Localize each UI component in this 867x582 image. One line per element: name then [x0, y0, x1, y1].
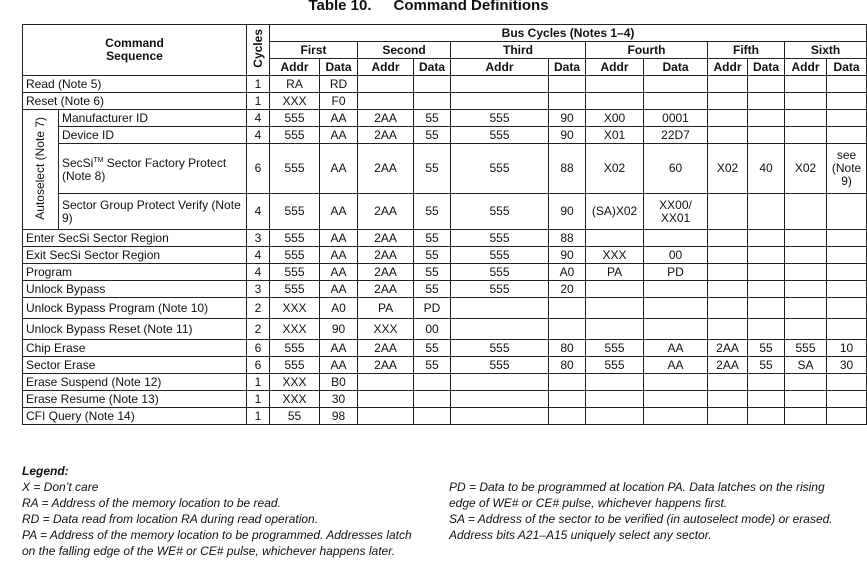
- table-row: [23, 194, 867, 230]
- bus-cell: 20: [549, 281, 586, 298]
- legend-rd: RD = Data read from location RA during read operation.: [22, 512, 319, 526]
- bus-cell: 22D7: [644, 127, 708, 144]
- command-name: Read (Note 5): [23, 76, 247, 93]
- bus-cell: [785, 319, 827, 340]
- bus-cell: 2AA: [358, 194, 414, 230]
- bus-cell: 555: [270, 110, 320, 127]
- bus-cell: [708, 230, 748, 247]
- bus-cell: 2AA: [358, 340, 414, 357]
- bus-cell: [827, 76, 867, 93]
- bus-cell: [827, 374, 867, 391]
- cycles-cell: 4: [247, 127, 270, 144]
- bus-cell: AA: [320, 264, 358, 281]
- bus-cell: 555: [270, 264, 320, 281]
- bus-cell: AA: [320, 194, 358, 230]
- bus-cell: [414, 76, 451, 93]
- bus-cell: 40: [748, 144, 785, 194]
- data-header: Data: [414, 59, 451, 76]
- autoselect-group-label: [23, 110, 59, 230]
- bus-cell: B0: [320, 374, 358, 391]
- bus-cell: 555: [270, 247, 320, 264]
- bus-cell: AA: [320, 230, 358, 247]
- bus-cell: 55: [414, 194, 451, 230]
- sixth-header: Sixth: [785, 42, 867, 59]
- bus-cell: 80: [549, 357, 586, 374]
- bus-cell: 55: [414, 144, 451, 194]
- bus-cell: [785, 298, 827, 319]
- bus-cell: PA: [586, 264, 644, 281]
- command-name: Erase Resume (Note 13): [23, 391, 247, 408]
- bus-cell: 55: [748, 357, 785, 374]
- bus-cell: see (Note 9): [827, 144, 867, 194]
- bus-cell: [586, 298, 644, 319]
- fifth-header: Fifth: [708, 42, 785, 59]
- bus-cell: [785, 281, 827, 298]
- bus-cell: [549, 298, 586, 319]
- bus-cell: [827, 110, 867, 127]
- bus-cell: [748, 110, 785, 127]
- table-row: [23, 93, 867, 110]
- bus-cell: 555: [451, 144, 549, 194]
- bus-cell: [748, 230, 785, 247]
- bus-cell: [748, 408, 785, 425]
- bus-cell: [549, 76, 586, 93]
- command-name: Unlock Bypass Reset (Note 11): [23, 319, 247, 340]
- data-header: Data: [827, 59, 867, 76]
- command-name: [59, 144, 247, 194]
- data-header: Data: [320, 59, 358, 76]
- bus-cell: [708, 298, 748, 319]
- bus-cell: RD: [320, 76, 358, 93]
- bus-cell: 55: [270, 408, 320, 425]
- bus-cell: XXX: [270, 391, 320, 408]
- bus-cell: 555: [586, 340, 644, 357]
- addr-header: Addr: [586, 59, 644, 76]
- bus-cell: [586, 230, 644, 247]
- bus-cell: [451, 76, 549, 93]
- bus-cell: [549, 374, 586, 391]
- bus-cell: [748, 247, 785, 264]
- bus-cell: 2AA: [358, 110, 414, 127]
- bus-cell: [451, 374, 549, 391]
- bus-cell: [644, 408, 708, 425]
- bus-cell: [586, 281, 644, 298]
- bus-cell: [451, 93, 549, 110]
- cycles-cell: 6: [247, 357, 270, 374]
- bus-cell: [827, 127, 867, 144]
- bus-cell: [748, 319, 785, 340]
- legend-sa: SA = Address of the sector to be verified (in autoselect mode) or erased. Address bits A21–A15 uniquely select any sector.: [449, 512, 833, 542]
- legend-pa: PA = Address of the memory location to be programmed. Addresses latch on the falling edge of the WE# or CE# pulse, whichever happens later.: [22, 528, 412, 558]
- bus-cell: [827, 298, 867, 319]
- bus-cell: [708, 93, 748, 110]
- bus-cell: 555: [451, 357, 549, 374]
- bus-cell: [827, 247, 867, 264]
- bus-cell: [644, 93, 708, 110]
- bus-cell: [414, 408, 451, 425]
- bus-cell: AA: [320, 357, 358, 374]
- table-row: [23, 374, 867, 391]
- bus-cell: [827, 408, 867, 425]
- command-sequence-header: Command Sequence: [23, 25, 247, 76]
- bus-cell: 55: [748, 340, 785, 357]
- cycles-header: [247, 25, 270, 76]
- table-row: [23, 247, 867, 264]
- table-row: [23, 298, 867, 319]
- table-row: [23, 281, 867, 298]
- cycles-cell: 3: [247, 281, 270, 298]
- bus-cell: 555: [270, 281, 320, 298]
- bus-cell: 2AA: [358, 230, 414, 247]
- bus-cell: [708, 374, 748, 391]
- bus-cell: XXX: [270, 319, 320, 340]
- bus-cell: 555: [270, 144, 320, 194]
- bus-cell: 2AA: [358, 281, 414, 298]
- legend-ra: RA = Address of the memory location to be read.: [22, 496, 281, 510]
- cycles-cell: 6: [247, 144, 270, 194]
- table-row: [23, 391, 867, 408]
- bus-cell: [708, 127, 748, 144]
- bus-cycles-header: Bus Cycles (Notes 1–4): [270, 25, 867, 42]
- bus-cell: 00: [414, 319, 451, 340]
- bus-cell: 88: [549, 230, 586, 247]
- cycles-cell: 4: [247, 247, 270, 264]
- cycles-cell: 1: [247, 391, 270, 408]
- command-name: Sector Erase: [23, 357, 247, 374]
- bus-cell: 90: [549, 194, 586, 230]
- command-name: Program: [23, 264, 247, 281]
- autoselect-label-text: Autoselect (Note 7): [33, 116, 47, 220]
- addr-header: Addr: [358, 59, 414, 76]
- bus-cell: [785, 230, 827, 247]
- bus-cell: 60: [644, 144, 708, 194]
- bus-cell: [785, 391, 827, 408]
- bus-cell: [748, 391, 785, 408]
- bus-cell: AA: [644, 357, 708, 374]
- bus-cell: 90: [320, 319, 358, 340]
- bus-cell: AA: [644, 340, 708, 357]
- bus-cell: [644, 230, 708, 247]
- bus-cell: F0: [320, 93, 358, 110]
- bus-cell: [708, 281, 748, 298]
- legend-pd: PD = Data to be programmed at location PA. Data latches on the rising edge of WE# or CE# pulse, whichever happens first.: [449, 480, 825, 510]
- bus-cell: [586, 391, 644, 408]
- bus-cell: 55: [414, 340, 451, 357]
- bus-cell: [358, 408, 414, 425]
- command-name: Erase Suspend (Note 12): [23, 374, 247, 391]
- command-definitions-table: [22, 24, 867, 425]
- bus-cell: [785, 110, 827, 127]
- bus-cell: 555: [451, 247, 549, 264]
- table-number: Table 10.: [308, 0, 372, 14]
- second-header: Second: [358, 42, 451, 59]
- cycles-cell: 2: [247, 298, 270, 319]
- bus-cell: 2AA: [358, 127, 414, 144]
- command-name-part: Sector Factory Protect (Note 8): [62, 156, 227, 183]
- bus-cell: 2AA: [358, 144, 414, 194]
- bus-cell: PD: [644, 264, 708, 281]
- bus-cell: [586, 93, 644, 110]
- bus-cell: 555: [451, 110, 549, 127]
- cycles-cell: 6: [247, 340, 270, 357]
- bus-cell: 2AA: [708, 340, 748, 357]
- bus-cell: [644, 319, 708, 340]
- bus-cell: 555: [270, 194, 320, 230]
- bus-cell: 55: [414, 247, 451, 264]
- bus-cell: AA: [320, 110, 358, 127]
- table-row: [23, 319, 867, 340]
- bus-cell: [785, 76, 827, 93]
- bus-cell: [549, 93, 586, 110]
- bus-cell: PA: [358, 298, 414, 319]
- bus-cell: [451, 298, 549, 319]
- cycles-cell: 1: [247, 408, 270, 425]
- bus-cell: [358, 93, 414, 110]
- table-row: [23, 76, 867, 93]
- command-name: Reset (Note 6): [23, 93, 247, 110]
- bus-cell: [708, 391, 748, 408]
- bus-cell: [644, 374, 708, 391]
- bus-cell: 2AA: [358, 264, 414, 281]
- command-name: Manufacturer ID: [59, 110, 247, 127]
- bus-cell: 90: [549, 247, 586, 264]
- bus-cell: [708, 110, 748, 127]
- table-row: [23, 357, 867, 374]
- addr-header: Addr: [785, 59, 827, 76]
- bus-cell: AA: [320, 340, 358, 357]
- bus-cell: [586, 408, 644, 425]
- bus-cell: 555: [451, 230, 549, 247]
- bus-cell: 555: [785, 340, 827, 357]
- bus-cell: 90: [549, 127, 586, 144]
- bus-cell: [549, 391, 586, 408]
- data-header: Data: [549, 59, 586, 76]
- bus-cell: 555: [451, 264, 549, 281]
- legend-x: X = Don’t care: [22, 480, 99, 494]
- command-name: Exit SecSi Sector Region: [23, 247, 247, 264]
- bus-cell: [748, 374, 785, 391]
- bus-cell: 90: [549, 110, 586, 127]
- bus-cell: XXX: [586, 247, 644, 264]
- bus-cell: [414, 374, 451, 391]
- bus-cell: 10: [827, 340, 867, 357]
- cycles-cell: 1: [247, 76, 270, 93]
- bus-cell: [748, 76, 785, 93]
- cycles-cell: 4: [247, 264, 270, 281]
- bus-cell: [358, 391, 414, 408]
- bus-cell: 00: [644, 247, 708, 264]
- addr-header: Addr: [708, 59, 748, 76]
- bus-cell: XXX: [270, 374, 320, 391]
- table-row: [23, 340, 867, 357]
- command-name: CFI Query (Note 14): [23, 408, 247, 425]
- bus-cell: [748, 127, 785, 144]
- first-header: First: [270, 42, 358, 59]
- bus-cell: X00: [586, 110, 644, 127]
- command-name: Unlock Bypass: [23, 281, 247, 298]
- data-header: Data: [748, 59, 785, 76]
- bus-cell: 555: [270, 127, 320, 144]
- table-title: [0, 0, 857, 14]
- addr-header: Addr: [451, 59, 549, 76]
- bus-cell: [708, 194, 748, 230]
- bus-cell: [827, 319, 867, 340]
- bus-cell: XXX: [270, 93, 320, 110]
- bus-cell: X02: [708, 144, 748, 194]
- bus-cell: [451, 391, 549, 408]
- bus-cell: [785, 264, 827, 281]
- third-header: Third: [451, 42, 586, 59]
- cycles-cell: 3: [247, 230, 270, 247]
- bus-cell: [748, 93, 785, 110]
- bus-cell: X02: [785, 144, 827, 194]
- bus-cell: [827, 281, 867, 298]
- bus-cell: 555: [451, 127, 549, 144]
- bus-cell: [644, 281, 708, 298]
- bus-cell: XXX: [358, 319, 414, 340]
- bus-cell: 30: [827, 357, 867, 374]
- bus-cell: 2AA: [358, 357, 414, 374]
- bus-cell: [708, 76, 748, 93]
- fourth-header: Fourth: [586, 42, 708, 59]
- bus-cell: [451, 408, 549, 425]
- bus-cell: [708, 247, 748, 264]
- bus-cell: 2AA: [708, 357, 748, 374]
- bus-cell: [748, 281, 785, 298]
- command-name: Chip Erase: [23, 340, 247, 357]
- bus-cell: [708, 264, 748, 281]
- bus-cell: 55: [414, 264, 451, 281]
- bus-cell: [708, 319, 748, 340]
- table-name: Command Definitions: [393, 0, 549, 14]
- bus-cell: 55: [414, 110, 451, 127]
- bus-cell: 2AA: [358, 247, 414, 264]
- cycles-cell: 1: [247, 374, 270, 391]
- bus-cell: [549, 319, 586, 340]
- bus-cell: 98: [320, 408, 358, 425]
- bus-cell: [414, 93, 451, 110]
- trademark-mark: TM: [93, 157, 104, 164]
- command-name: Enter SecSi Sector Region: [23, 230, 247, 247]
- bus-cell: [586, 319, 644, 340]
- bus-cell: [827, 230, 867, 247]
- table-row: [23, 230, 867, 247]
- bus-cell: XX00/ XX01: [644, 194, 708, 230]
- bus-cell: PD: [414, 298, 451, 319]
- bus-cell: 555: [586, 357, 644, 374]
- bus-cell: AA: [320, 247, 358, 264]
- bus-cell: A0: [549, 264, 586, 281]
- bus-cell: [785, 247, 827, 264]
- legend-left: [22, 463, 422, 559]
- bus-cell: [414, 391, 451, 408]
- bus-cell: [586, 374, 644, 391]
- bus-cell: 0001: [644, 110, 708, 127]
- bus-cell: 555: [270, 230, 320, 247]
- table-row: [23, 110, 867, 127]
- bus-cell: [586, 76, 644, 93]
- data-header: Data: [644, 59, 708, 76]
- bus-cell: [827, 93, 867, 110]
- bus-cell: [785, 374, 827, 391]
- bus-cell: 55: [414, 281, 451, 298]
- bus-cell: AA: [320, 144, 358, 194]
- table-row: [23, 144, 867, 194]
- bus-cell: 80: [549, 340, 586, 357]
- bus-cell: [827, 264, 867, 281]
- bus-cell: RA: [270, 76, 320, 93]
- command-name-part: SecSi: [62, 156, 94, 170]
- bus-cell: [785, 408, 827, 425]
- addr-header: Addr: [270, 59, 320, 76]
- bus-cell: AA: [320, 127, 358, 144]
- bus-cell: 555: [270, 340, 320, 357]
- bus-cell: [358, 374, 414, 391]
- bus-cell: SA: [785, 357, 827, 374]
- cycles-cell: 4: [247, 110, 270, 127]
- cycles-cell: 1: [247, 93, 270, 110]
- table-row: [23, 264, 867, 281]
- cycles-cell: 2: [247, 319, 270, 340]
- bus-cell: 555: [270, 357, 320, 374]
- bus-cell: [708, 408, 748, 425]
- bus-cell: [748, 194, 785, 230]
- bus-cell: [451, 319, 549, 340]
- bus-cell: [827, 194, 867, 230]
- bus-cell: 55: [414, 357, 451, 374]
- bus-cell: A0: [320, 298, 358, 319]
- bus-cell: 88: [549, 144, 586, 194]
- bus-cell: 30: [320, 391, 358, 408]
- bus-cell: 555: [451, 340, 549, 357]
- legend-title: Legend:: [22, 464, 69, 478]
- bus-cell: 55: [414, 230, 451, 247]
- bus-cell: [748, 298, 785, 319]
- table-row: [23, 127, 867, 144]
- command-name: Device ID: [59, 127, 247, 144]
- legend-right: [449, 479, 844, 543]
- bus-cell: [785, 127, 827, 144]
- bus-cell: [785, 194, 827, 230]
- bus-cell: XXX: [270, 298, 320, 319]
- bus-cell: [549, 408, 586, 425]
- bus-cell: [827, 391, 867, 408]
- bus-cell: [748, 264, 785, 281]
- bus-cell: X02: [586, 144, 644, 194]
- bus-cell: [785, 93, 827, 110]
- header-row: [23, 25, 867, 42]
- bus-cell: (SA)X02: [586, 194, 644, 230]
- bus-cell: 555: [451, 281, 549, 298]
- bus-cell: 555: [451, 194, 549, 230]
- cycles-cell: 4: [247, 194, 270, 230]
- bus-cell: AA: [320, 281, 358, 298]
- bus-cell: [358, 76, 414, 93]
- bus-cell: [644, 298, 708, 319]
- bus-cell: X01: [586, 127, 644, 144]
- bus-cell: 55: [414, 127, 451, 144]
- table-row: [23, 408, 867, 425]
- bus-cell: [644, 391, 708, 408]
- command-name: Unlock Bypass Program (Note 10): [23, 298, 247, 319]
- cycles-header-text: Cycles: [250, 29, 265, 68]
- bus-cell: [644, 76, 708, 93]
- command-name: Sector Group Protect Verify (Note 9): [59, 194, 247, 230]
